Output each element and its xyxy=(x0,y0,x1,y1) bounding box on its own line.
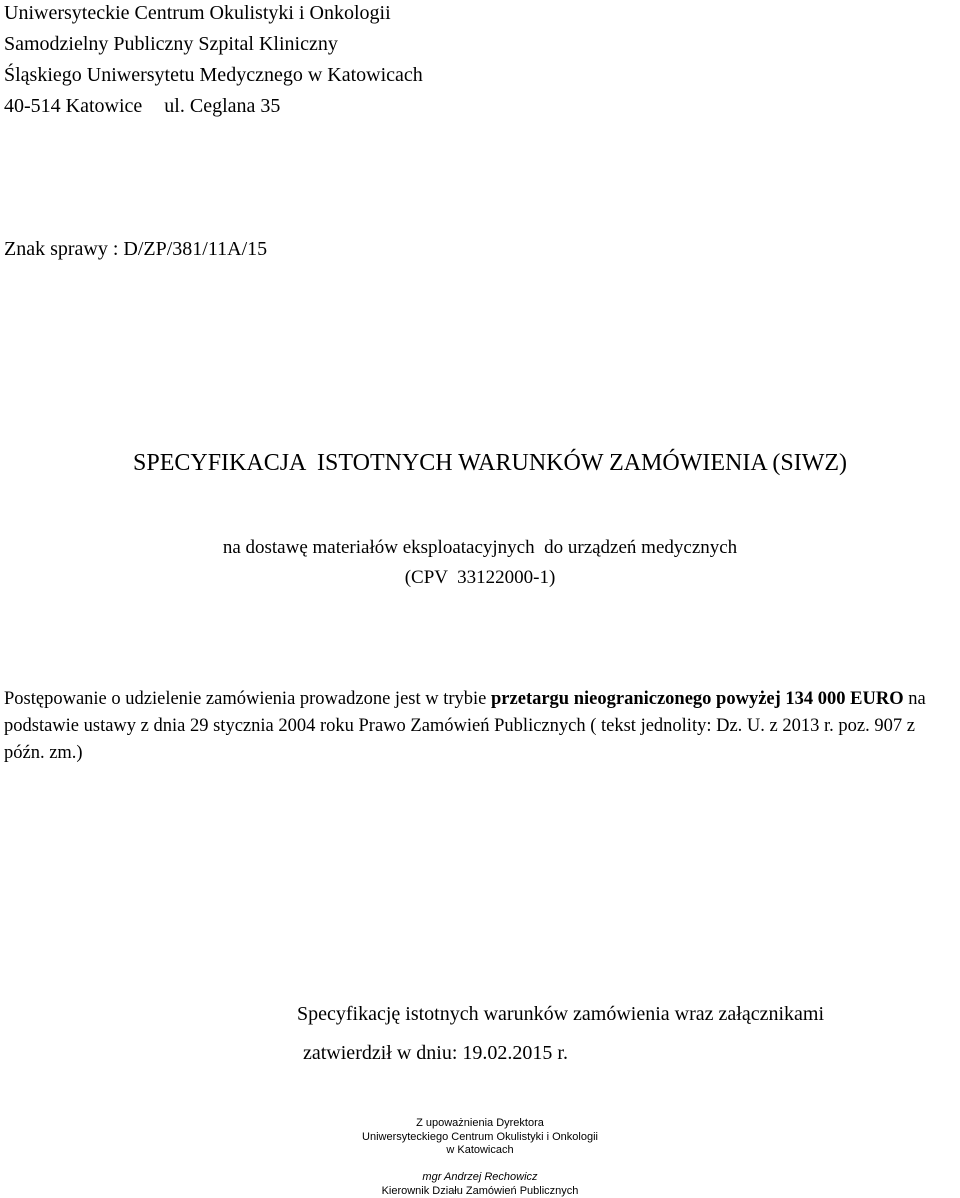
procedure-text-end: na podstawie ustawy z dnia 29 stycznia 2004 roku Prawo Zamówień Publicznych ( tekst jednolity: Dz. U. z 2013 r. poz. 907 z późn. zm.) xyxy=(4,689,926,763)
address-city: 40-514 Katowice xyxy=(4,95,143,117)
document-title xyxy=(0,450,960,476)
signature-authorization: Z upoważnienia Dyrektora xyxy=(416,1117,544,1129)
approval-statement: Specyfikację istotnych warunków zamówienia wraz załącznikami xyxy=(297,1003,825,1025)
institution-name-line1: Uniwersyteckie Centrum Okulistyki i Onkologii xyxy=(4,2,391,24)
signature-name: mgr Andrzej Rechowicz xyxy=(422,1171,538,1183)
institution-address xyxy=(4,95,280,117)
case-number: Znak sprawy : D/ZP/381/11A/15 xyxy=(4,238,268,260)
signature-city: w Katowicach xyxy=(446,1144,514,1156)
procedure-paragraph xyxy=(4,686,958,767)
address-street: ul. Ceglana 35 xyxy=(164,95,281,117)
institution-name-line3: Śląskiego Uniwersytetu Medycznego w Katowicach xyxy=(4,64,423,86)
subtitle-line1: na dostawę materiałów eksploatacyjnych do urządzeń medycznych xyxy=(222,537,738,558)
signature-role: Kierownik Działu Zamówień Publicznych xyxy=(381,1185,579,1197)
document-title-text: SPECYFIKACJA ISTOTNYCH WARUNKÓW ZAMÓWIENIA (SIWZ) xyxy=(133,450,847,476)
institution-name-line2: Samodzielny Publiczny Szpital Kliniczny xyxy=(4,33,338,55)
approval-date: zatwierdził w dniu: 19.02.2015 r. xyxy=(303,1042,568,1064)
subtitle-cpv-code: (CPV 33122000-1) xyxy=(404,567,556,588)
procedure-type-bold: przetargu nieograniczonego powyżej 134 000 EURO xyxy=(491,689,904,709)
procedure-text-start: Postępowanie o udzielenie zamówienia prowadzone jest w trybie xyxy=(4,689,492,709)
signature-institution: Uniwersyteckiego Centrum Okulistyki i Onkologii xyxy=(362,1131,598,1143)
